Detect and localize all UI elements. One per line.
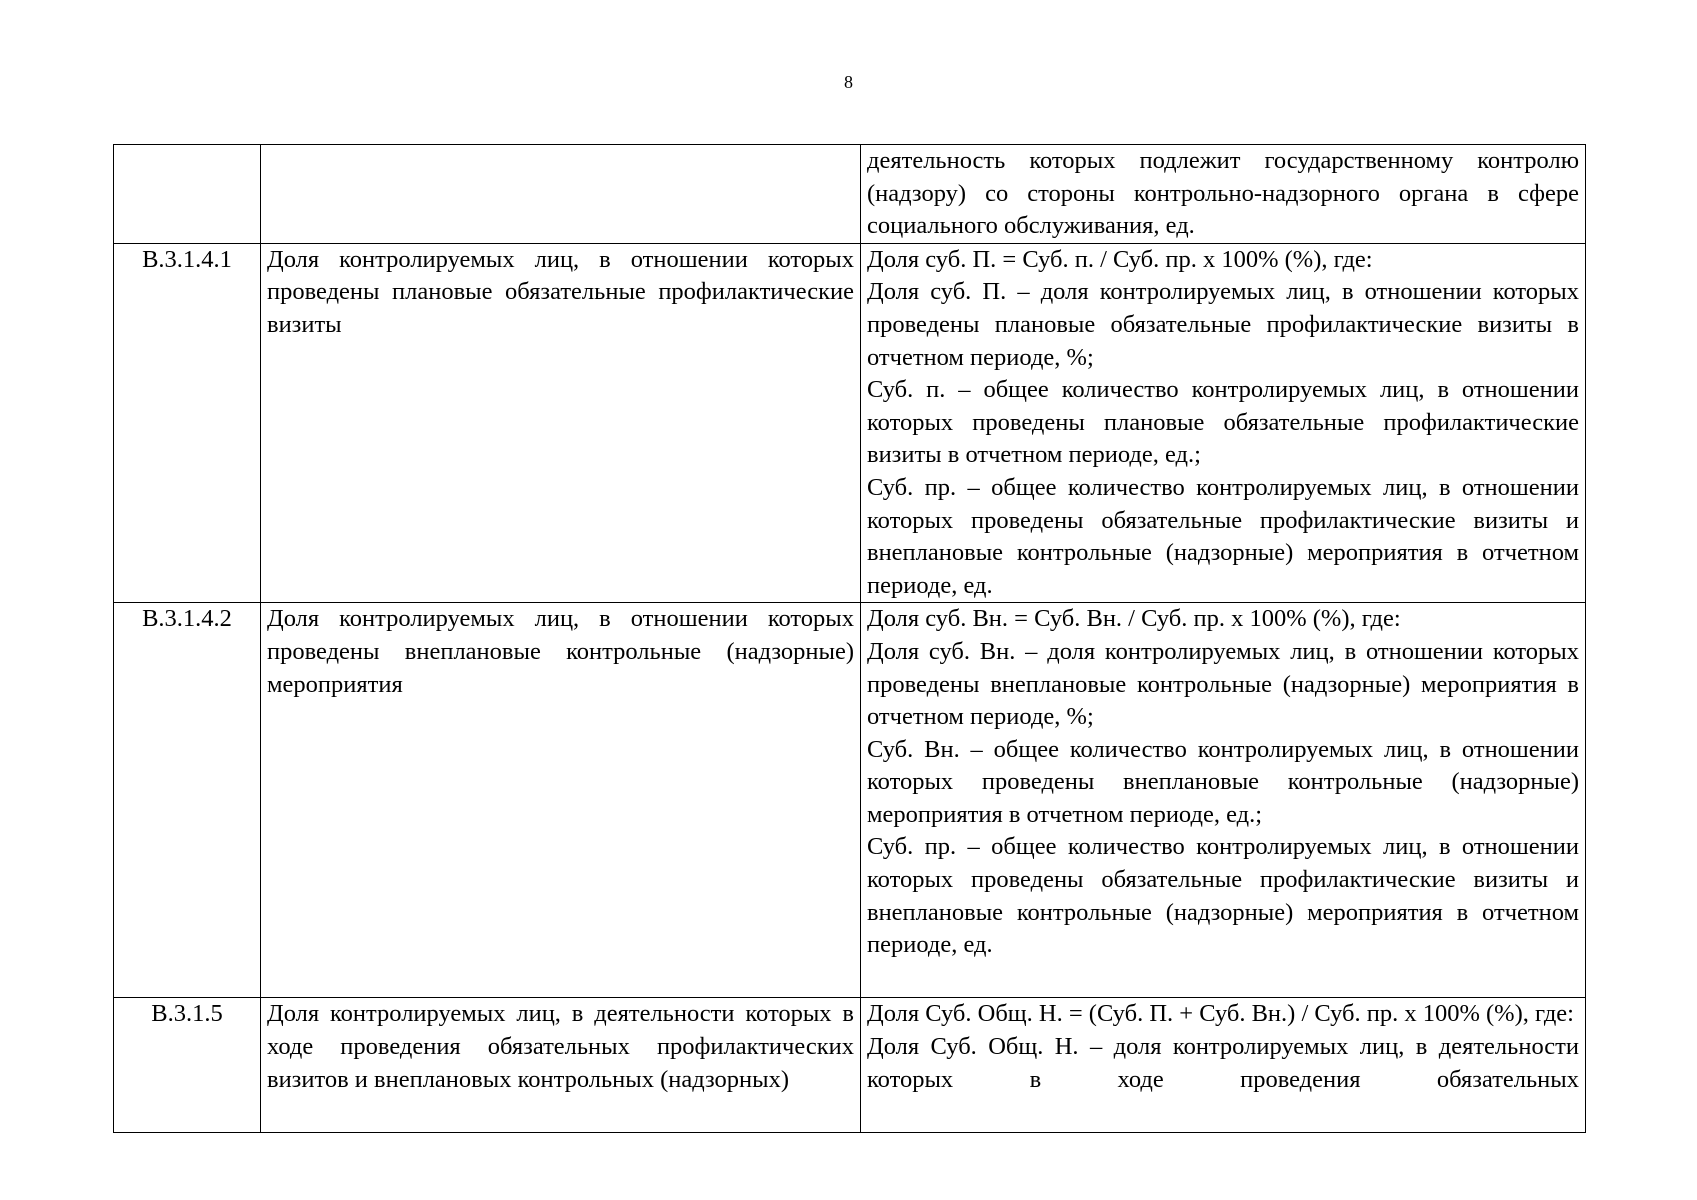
table-row [114,145,1586,244]
row-code-cell: В.3.1.4.2 [114,603,261,998]
row-indicator-cell: Доля контролируемых лиц, в отношении которых проведены внеплановые контрольные (надзорные) мероприятия [261,603,861,998]
table-row [114,243,1586,603]
formula-paragraph: Суб. Вн. – общее количество контролируемых лиц, в отношении которых проведены внеплановые контрольные (надзорные) мероприятия в отчетном периоде, ед.; [867,735,1579,828]
formula-paragraph: Суб. пр. – общее количество контролируемых лиц, в отношении которых проведены обязательные профилактические визиты и внеплановые контрольные (надзорные) мероприятия в отчетном периоде, ед. [867,833,1579,959]
formula-paragraph: Доля суб. Вн. = Суб. Вн. / Суб. пр. х 100% (%), где: [867,605,1401,633]
row-formula-cell [861,998,1586,1133]
row-indicator-cell [261,145,861,244]
row-code-cell: В.3.1.5 [114,998,261,1133]
formula-paragraph: Доля Суб. Общ. Н. = (Суб. П. + Суб. Вн.) / Суб. пр. х 100% (%), где: [867,1000,1574,1028]
formula-paragraph: Суб. п. – общее количество контролируемых лиц, в отношении которых проведены плановые обязательные профилактические визиты в отчетном периоде, ед.; [867,376,1579,469]
formula-paragraph: Суб. пр. – общее количество контролируемых лиц, в отношении которых проведены обязательные профилактические визиты и внеплановые контрольные (надзорные) мероприятия в отчетном периоде, ед. [867,473,1579,599]
formula-paragraph: деятельность которых подлежит государственному контролю (надзору) со стороны контрольно-надзорного органа в сфере социального обслуживания, ед. [867,147,1579,240]
formula-paragraph: Доля суб. П. – доля контролируемых лиц, в отношении которых проведены плановые обязательные профилактические визиты в отчетном периоде, %; [867,278,1579,371]
formula-paragraph: Доля суб. П. = Суб. п. / Суб. пр. х 100% (%), где: [867,245,1373,273]
row-indicator-cell: Доля контролируемых лиц, в деятельности которых в ходе проведения обязательных профилактических визитов и внеплановых контрольных (надзорных) [261,998,861,1133]
row-formula-cell [861,145,1586,244]
formula-paragraph: Доля Суб. Общ. Н. – доля контролируемых лиц, в деятельности которых в ходе проведения обязательных [867,1032,1579,1093]
row-formula-cell [861,243,1586,603]
row-indicator-cell: Доля контролируемых лиц, в отношении которых проведены плановые обязательные профилактические визиты [261,243,861,603]
indicators-table [113,144,1586,1133]
formula-paragraph: Доля суб. Вн. – доля контролируемых лиц, в отношении которых проведены внеплановые контрольные (надзорные) мероприятия в отчетном периоде, %; [867,637,1579,731]
page-number: 8 [844,72,853,92]
row-formula-cell [861,603,1586,998]
row-code-cell: В.3.1.4.1 [114,243,261,603]
table-row [114,998,1586,1133]
row-code-cell [114,145,261,244]
table-row [114,603,1586,998]
